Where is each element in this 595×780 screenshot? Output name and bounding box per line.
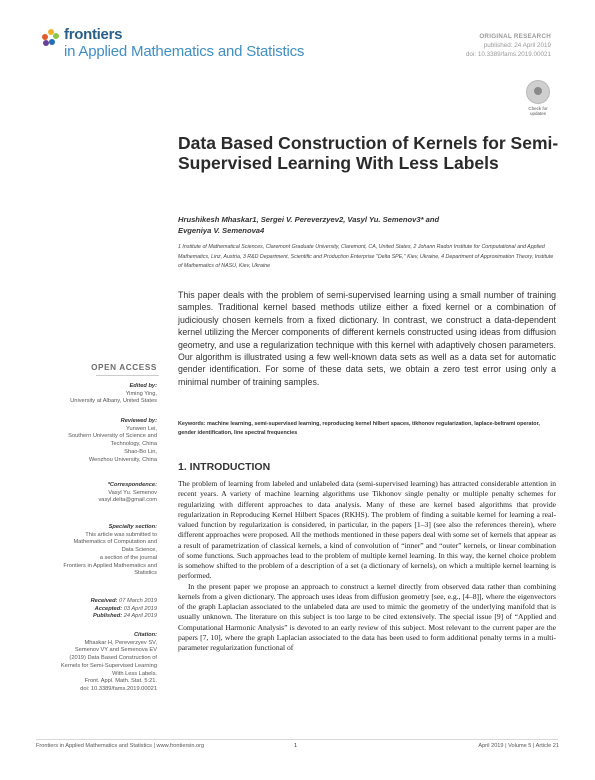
footer-divider bbox=[36, 739, 558, 740]
citation-line: Mhaskar H, Pereverzyev SV, bbox=[84, 639, 157, 646]
citation-line: With Less Labels. bbox=[112, 670, 157, 677]
paragraph-1: The problem of learning from labeled and unlabeled data (semi-supervised learning) has attracted considerable attention in recent years. A variety of machine learning algorithms use Tikhonov single penalty or multiple penalty schemes for regularizing with different approaches to data analysis. Many of these are kernel based algorithms that provide regularization in Reproducing Kernel Hilbert Spaces (RKHS). The problem of finding a suitable kernel for learning a real-valued function by regularization is considered, in particular, in the papers [1–3] (see also the references therein), where different approaches were proposed. All the methods mentioned in these papers deal with some set of kernels that appear as a result of parametrization of classical kernels, a kind of convolution of “inner” and “outer” kernels, or linear combination of some functions. Such approaches lead to the problem of multiple kernel learning. In this way, the kernel choice problem is somehow shifted to the problem of a description of a set (a dictionary of kernels), on which a multiple kernel learning is performed. bbox=[178, 479, 556, 581]
citation-line: Front. Appl. Math. Stat. 5:21. bbox=[84, 678, 157, 685]
specialty-block bbox=[27, 524, 157, 578]
edited-by-block bbox=[27, 383, 157, 406]
footer-issue: April 2019 | Volume 5 | Article 21 bbox=[478, 743, 559, 749]
reviewer-line: Shao-Bo Lin, bbox=[124, 448, 157, 455]
doi-link[interactable]: doi: 10.3389/fams.2019.00021 bbox=[465, 51, 551, 58]
specialty-line: Frontiers in Applied Mathematics and bbox=[63, 562, 157, 569]
reviewer-line: Wenzhou University, China bbox=[88, 456, 157, 463]
reviewer-line: Yunwen Lei, bbox=[126, 425, 157, 432]
specialty-line: Statistics bbox=[134, 570, 157, 577]
edited-by-label: Edited by: bbox=[129, 383, 157, 389]
page-number: 1 bbox=[294, 743, 298, 749]
citation-block bbox=[27, 632, 157, 694]
citation-doi[interactable]: doi: 10.3389/fams.2019.00021 bbox=[80, 685, 157, 692]
keywords: Keywords: machine learning, semi-supervised learning, reproducing kernel hilbert spaces, tikhonov regularization, laplace-beltrami operator, gender identification, line spectral frequencies bbox=[178, 421, 540, 436]
editor-name: Yiming Ying, bbox=[125, 390, 157, 397]
citation-line: Semenov VY and Semenova EV bbox=[74, 647, 157, 654]
published-date-side bbox=[27, 613, 157, 621]
article-title: Data Based Construction of Kernels for Semi-Supervised Learning With Less Labels bbox=[178, 133, 559, 173]
dates-block bbox=[27, 598, 157, 621]
section-body bbox=[178, 479, 556, 653]
specialty-line: a section of the journal bbox=[99, 554, 157, 561]
correspondence-email[interactable]: vasyl.delta@gmail.com bbox=[98, 497, 157, 504]
corresponding-author: Vasyl Yu. Semenov bbox=[108, 489, 157, 496]
publisher-name: frontiers bbox=[64, 26, 123, 43]
author-line-1: Hrushikesh Mhaskar1, Sergei V. Pereverzyev2, Vasyl Yu. Semenov3* and bbox=[178, 215, 440, 224]
received-label: Received: bbox=[90, 598, 118, 604]
specialty-line: Mathematics of Computation and bbox=[73, 539, 157, 546]
published-label: Published: bbox=[93, 613, 123, 620]
specialty-label: Specialty section: bbox=[108, 524, 157, 530]
journal-name: in Applied Mathematics and Statistics bbox=[64, 43, 305, 60]
accepted-value: 03 April 2019 bbox=[123, 605, 157, 612]
article-type: ORIGINAL RESEARCH bbox=[479, 33, 551, 40]
reviewer-line: Southern University of Science and bbox=[68, 433, 157, 440]
accepted-date bbox=[27, 606, 157, 614]
check-for-updates-icon[interactable] bbox=[526, 80, 550, 104]
correspondence-block bbox=[27, 482, 157, 505]
author-list bbox=[178, 214, 538, 236]
received-date bbox=[27, 598, 157, 606]
editor-affiliation: University at Albany, United States bbox=[70, 398, 157, 405]
received-value: 07 March 2019 bbox=[119, 598, 157, 604]
check-for-updates-label[interactable] bbox=[516, 106, 560, 116]
published-value: 24 April 2019 bbox=[123, 613, 157, 620]
accepted-label: Accepted: bbox=[94, 605, 123, 612]
specialty-line: Data Science, bbox=[121, 547, 157, 554]
correspondence-label: *Correspondence: bbox=[107, 482, 157, 488]
author-line-2: Evgeniya V. Semenova4 bbox=[178, 226, 265, 235]
citation-label: Citation: bbox=[133, 632, 157, 638]
specialty-line: This article was submitted to bbox=[85, 531, 157, 538]
published-date: published: 24 April 2019 bbox=[483, 42, 551, 49]
check-label-line2: updates bbox=[529, 111, 546, 116]
frontiers-logo-icon bbox=[42, 27, 60, 47]
footer-journal[interactable]: Frontiers in Applied Mathematics and Statistics | www.frontiersin.org bbox=[36, 743, 205, 749]
paragraph-2: In the present paper we propose an approach to construct a kernel directly from observed data rather than combining kernels from a given dictionary. The approach uses ideas from diffusion geometry [see, e.g., [4–8]], where the eigenvectors of the graph Laplacian associated to the unlabeled data are used to mimic the geometry of the underlying manifold that is usually unknown. The literature on this subject is too large to be cited extensively. The special issue [9] of “Applied and Computational Harmonic Analysis” is devoted to an early review of this subject. Most relevant to the current paper are the papers [7, 10], where the graph Laplacian associated to the data has been used to form additional penalty terms in a multi-parameter regularization functional of bbox=[178, 581, 556, 652]
check-label-line1: Check for bbox=[528, 106, 548, 111]
open-access-divider bbox=[96, 375, 159, 376]
citation-line: Kernels for Semi-Supervised Learning bbox=[60, 662, 157, 669]
reviewed-by-block bbox=[27, 418, 157, 464]
reviewed-by-label: Reviewed by: bbox=[120, 418, 157, 424]
citation-line: (2019) Data Based Construction of bbox=[69, 655, 157, 662]
section-heading: 1. INTRODUCTION bbox=[178, 461, 271, 473]
reviewer-line: Technology, China bbox=[110, 441, 157, 448]
abstract: This paper deals with the problem of semi-supervised learning using a small number of training samples. Traditional kernel based methods utilize either a fixed kernel or a combination of judiciously chosen kernels from a fixed dictionary. In contrast, we construct a data-dependent kernel utilizing the Mercer components of different kernels constructed using ideas from diffusion geometry, and use a regularization technique with this kernel with adaptively chosen parameters. Our algorithm is illustrated using a few well-known data sets as well as a data set for automatic gender identification. For some of these data sets, we obtain a zero test error using only a minimal number of training samples. bbox=[178, 290, 556, 387]
open-access-label: OPEN ACCESS bbox=[91, 363, 157, 372]
affiliations: 1 Institute of Mathematical Sciences, Claremont Graduate University, Claremont, CA, United States, 2 Johann Radon Institute for Computational and Applied Mathematics, Linz, Austria, 3 R&D Department, Scientific and Production Enterprise "Delta SPE," Kiev, Ukraine, 4 Department of Approximation Theory, Institute of Mathematics of NASU, Kiev, Ukraine bbox=[178, 244, 554, 269]
